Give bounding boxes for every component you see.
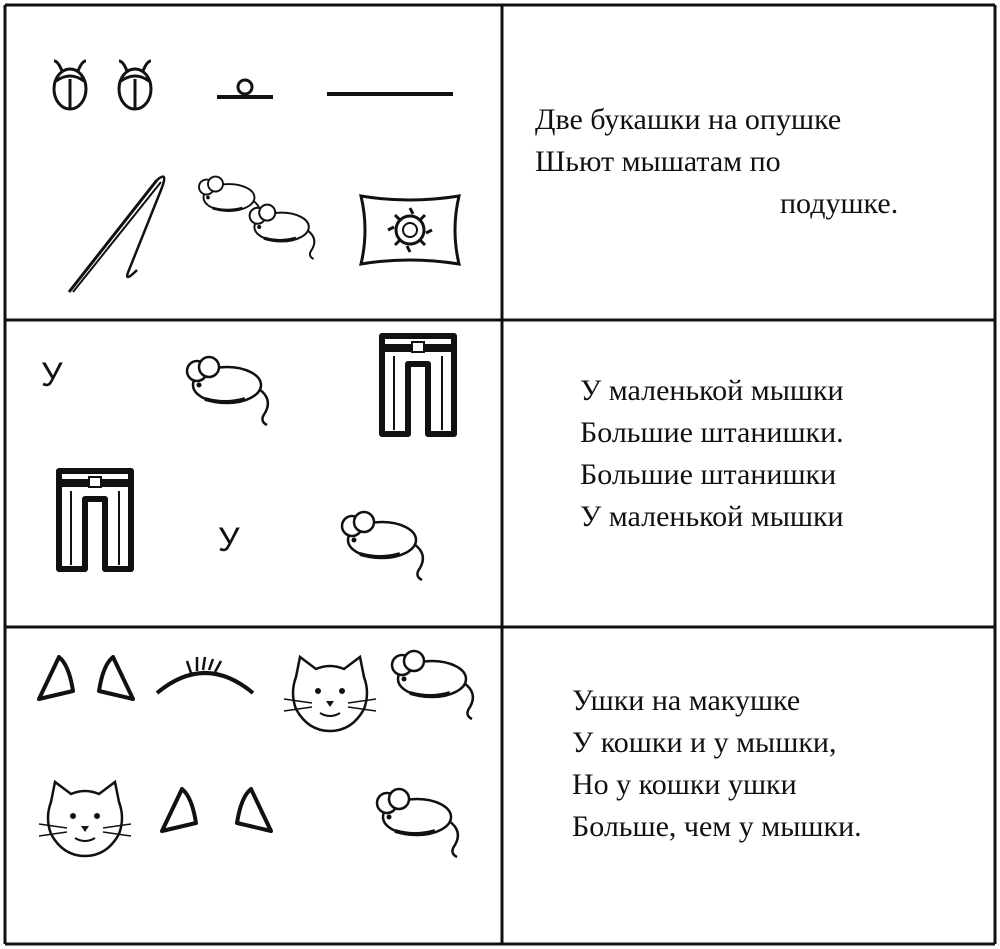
pants-icon [55,465,135,573]
row-3-poem [572,680,862,848]
mouse-icon [330,510,430,585]
poem-line: У кошки и у мышки, [572,726,837,759]
row-1-poem [535,99,898,225]
pants-icon [378,330,458,438]
ear-icon [97,655,137,703]
head-top-icon [155,657,255,697]
bug-icon [50,57,92,119]
mouse-icon [365,787,465,862]
poem-line: У маленькой мышки [580,500,844,533]
poem-line: Больше, чем у мышки. [572,810,862,843]
poem-line: Ушки на макушке [572,684,801,717]
row-1-rebus-cell [5,5,502,320]
cat-face-icon [290,657,370,737]
opushka-line-icon [325,89,455,99]
ear-icon [235,787,275,835]
mouse-icon [380,649,480,724]
mice-icon [190,175,340,265]
poem-line: Шьют мышатам по [535,145,781,178]
letter-u: У [41,356,63,394]
poem-line: Большие штанишки. [580,416,844,449]
poem-line: У маленькой мышки [580,374,844,407]
row-3-rebus-cell [5,627,502,944]
poem-line: Большие штанишки [580,458,837,491]
bug-icon [115,57,157,119]
pillow-icon [355,190,465,270]
ear-icon [160,787,200,835]
cat-face-icon [45,782,125,862]
poem-line: подушке. [780,187,899,220]
ear-icon [37,655,77,703]
poem-line: Две букашки на опушке [535,103,842,136]
preposition-na-icon [215,75,275,105]
row-2-rebus-cell [5,320,502,627]
poem-line: Но у кошки ушки [572,768,797,801]
letter-u: У [218,521,240,559]
mouse-icon [175,355,275,430]
row-2-poem [580,370,844,538]
needle-icon [65,170,175,295]
